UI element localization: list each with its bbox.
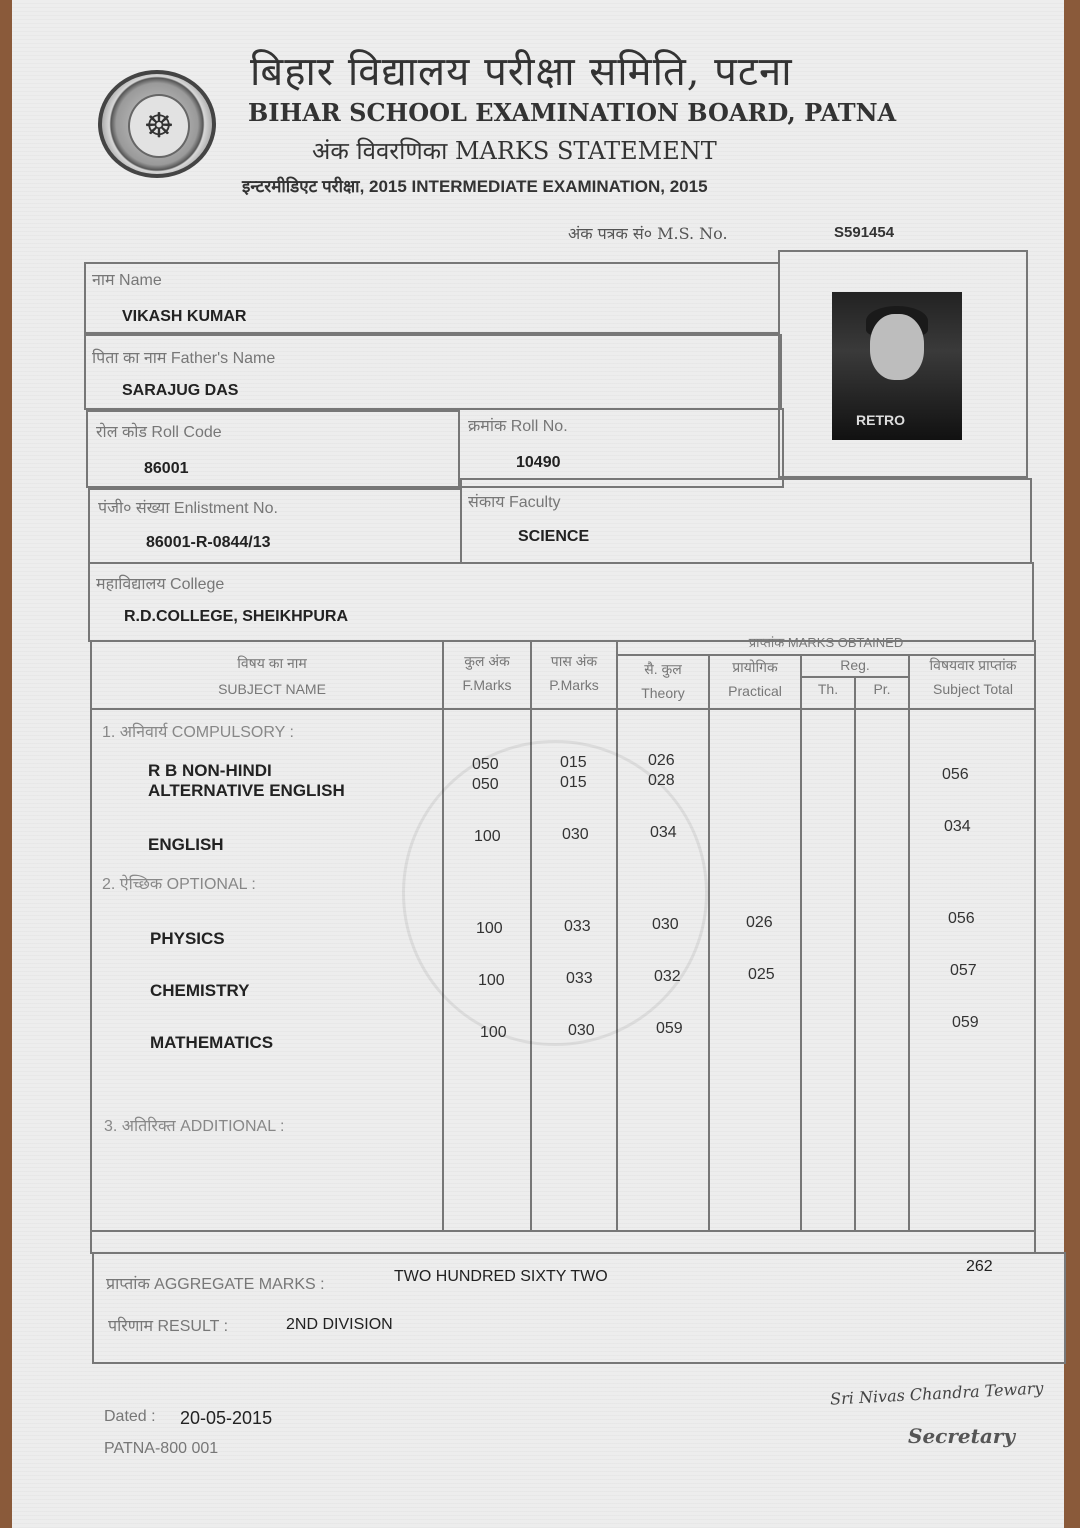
college-name: R.D.COLLEGE, SHEIKHPURA <box>124 608 349 625</box>
subject-name: ALTERNATIVE ENGLISH <box>148 781 345 800</box>
roll-no-label: क्रमांक Roll No. <box>468 418 568 435</box>
student-photo: RETRO <box>832 292 962 440</box>
header-practical: Practical <box>728 683 782 699</box>
header-fmarks-hindi: कुल अंक <box>464 653 510 669</box>
header-reg-th: Th. <box>817 681 839 697</box>
total-cell: 056 <box>948 910 975 927</box>
theory-cell: 030 <box>652 916 679 933</box>
result: 2ND DIVISION <box>286 1316 393 1333</box>
total-cell: 056 <box>942 766 969 783</box>
faculty: SCIENCE <box>518 528 590 545</box>
section-compulsory: 1. अनिवार्य COMPULSORY : <box>102 724 294 741</box>
pmarks-cell: 015 <box>560 754 587 771</box>
college-label: महाविद्यालय College <box>96 576 225 593</box>
header-reg-pr: Pr. <box>873 681 891 697</box>
total-cell: 057 <box>950 962 977 979</box>
header-marks-obtained: प्राप्तांक MARKS OBTAINED <box>748 635 904 650</box>
theory-cell: 059 <box>656 1020 683 1037</box>
theory-cell: 034 <box>650 824 677 841</box>
header-reg: Reg. <box>840 657 870 673</box>
pmarks-cell: 033 <box>566 970 593 987</box>
board-title-english: BIHAR SCHOOL EXAMINATION BOARD, PATNA <box>248 98 897 127</box>
fmarks-cell: 050 <box>472 776 499 793</box>
header-subject-hindi: विषय का नाम <box>237 655 307 671</box>
header-theory: Theory <box>641 685 685 701</box>
fmarks-cell: 100 <box>478 972 505 989</box>
theory-cell: 028 <box>648 772 675 789</box>
fmarks-cell: 100 <box>474 828 501 845</box>
dated-label: Dated : <box>104 1408 156 1425</box>
father-name: SARAJUG DAS <box>122 382 239 399</box>
faculty-label: संकाय Faculty <box>468 494 561 511</box>
header-theory-hindi: सै. कुल <box>644 661 682 677</box>
college-box <box>88 562 1034 642</box>
header-pmarks-hindi: पास अंक <box>550 653 598 669</box>
header-fmarks: F.Marks <box>462 677 512 693</box>
header-total-hindi: विषयवार प्राप्तांक <box>929 657 1017 673</box>
theory-cell: 032 <box>654 968 681 985</box>
document-subtitle: अंक विवरणिका MARKS STATEMENT <box>312 137 717 165</box>
theory-cell: 026 <box>648 752 675 769</box>
subject-name: MATHEMATICS <box>150 1033 274 1052</box>
roll-code-label: रोल कोड Roll Code <box>96 424 222 441</box>
issue-date: 20-05-2015 <box>180 1408 273 1428</box>
practical-cell: 026 <box>746 914 773 931</box>
pmarks-cell: 030 <box>568 1022 595 1039</box>
total-cell: 059 <box>952 1014 979 1031</box>
father-label: पिता का नाम Father's Name <box>92 350 276 367</box>
subject-name: ENGLISH <box>148 835 224 854</box>
header-pmarks: P.Marks <box>549 677 599 693</box>
aggregate-marks: 262 <box>966 1258 993 1275</box>
board-title-hindi: बिहार विद्यालय परीक्षा समिति, पटना <box>250 49 793 95</box>
marks-statement-sheet <box>12 0 1064 1528</box>
student-name: VIKASH KUMAR <box>122 308 247 325</box>
fmarks-cell: 100 <box>480 1024 507 1041</box>
exam-title: इन्टरमीडिएट परीक्षा, 2015 INTERMEDIATE EXAMINATION, 2015 <box>242 177 708 196</box>
issue-place: PATNA-800 001 <box>104 1440 219 1457</box>
roll-no: 10490 <box>516 454 561 471</box>
section-optional: 2. ऐच्छिक OPTIONAL : <box>102 876 256 893</box>
board-seal-logo: ☸ <box>98 70 216 178</box>
header-practical-hindi: प्रायोगिक <box>732 659 778 675</box>
pmarks-cell: 030 <box>562 826 589 843</box>
enlistment-label: पंजी० संख्या Enlistment No. <box>98 500 278 517</box>
secretary-signature: Sri Nivas Chandra Tewary <box>829 1378 1044 1409</box>
fmarks-cell: 100 <box>476 920 503 937</box>
ms-number: S591454 <box>834 224 895 241</box>
enlistment-no: 86001-R-0844/13 <box>146 534 271 551</box>
result-label: परिणाम RESULT : <box>108 1318 229 1335</box>
subject-name: PHYSICS <box>150 929 225 948</box>
section-additional: 3. अतिरिक्त ADDITIONAL : <box>104 1118 285 1135</box>
total-cell: 034 <box>944 818 971 835</box>
pmarks-cell: 033 <box>564 918 591 935</box>
practical-cell: 025 <box>748 966 775 983</box>
subject-name: R B NON-HINDI <box>148 761 272 780</box>
fmarks-cell: 050 <box>472 756 499 773</box>
roll-code: 86001 <box>144 460 189 477</box>
pmarks-cell: 015 <box>560 774 587 791</box>
subject-name: CHEMISTRY <box>150 981 250 1000</box>
aggregate-label: प्राप्तांक AGGREGATE MARKS : <box>106 1276 325 1293</box>
ms-number-label: अंक पत्रक सं० M.S. No. <box>568 224 728 243</box>
aggregate-words: TWO HUNDRED SIXTY TWO <box>394 1268 608 1285</box>
header-subject: SUBJECT NAME <box>218 681 326 697</box>
header-total: Subject Total <box>933 681 1013 697</box>
name-label: नाम Name <box>92 272 162 289</box>
secretary-designation: Secretary <box>908 1424 1015 1448</box>
